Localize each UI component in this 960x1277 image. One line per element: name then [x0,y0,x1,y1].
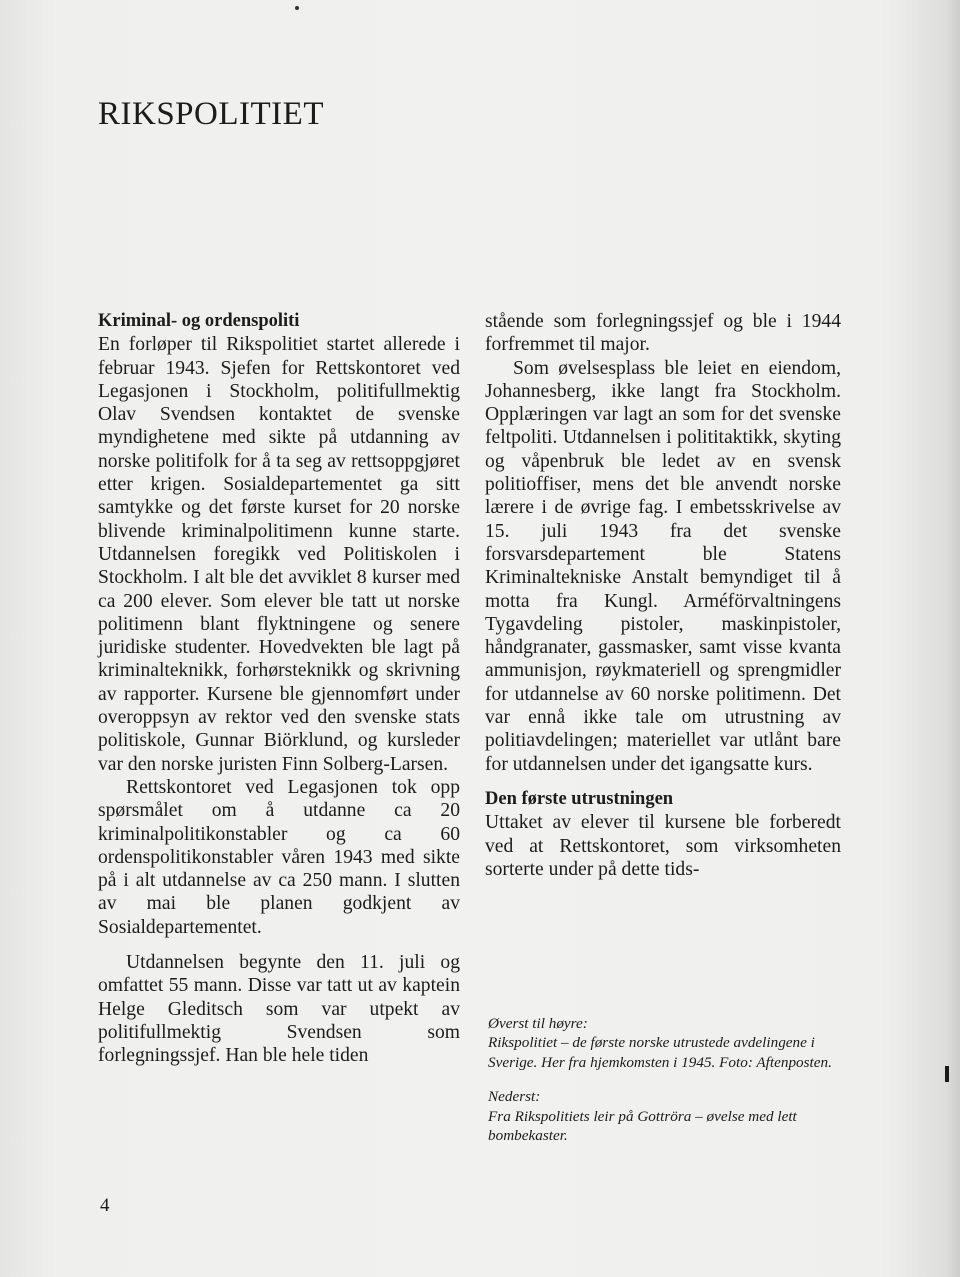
page-number: 4 [100,1195,110,1216]
caption-top-text: Rikspolitiet – de første norske utrustede avdelingene i Sverige. Her fra hjemkomsten i 1945. Foto: Aftenposten. [488,1034,832,1071]
left-text-column [98,310,460,1068]
paragraph-rettskontoret: Rettskontoret ved Legasjonen tok opp spørsmålet om å utdanne ca 20 kriminalpolitikonstabler og ca 60 ordenspolitikonstabler våren 1943 med sikte på i alt utdannelse av ca 250 mann. I slutten av mai ble planen godkjent av Sosialdepartementet. [98,776,460,938]
paragraph-forloper: En forløper til Rikspolitiet startet allerede i februar 1943. Sjefen for Rettskontoret ved Legasjonen i Stockholm, politifullmektig Olav Svendsen kontaktet de svenske myndighetene med sikte på utdanning av norske politifolk for å ta seg av rettsoppgjøret etter krigen. Sosialdepartementet ga sitt samtykke og det første kurset for 20 norske blivende kriminalpolitimenn kunne starte. Utdannelsen foregikk ved Politiskolen i Stockholm. I alt ble det avviklet 8 kurser med ca 200 elever. Som elever ble tatt ut norske politimenn blant flyktningene og senere juridiske studenter. Hovedvekten ble lagt på kriminalteknikk, forhørsteknikk og skrivning av rapporter. Kursene ble gjennomført under overoppsyn av rektor ved den svenske stats politiskole, Gunnar Biörklund, og kursleder var den norske juristen Finn Solberg-Larsen. [98,334,460,775]
caption-bottom-text: Fra Rikspolitiets leir på Gottröra – øvelse med lett bombekaster. [488,1107,797,1145]
section-heading-kriminal: Kriminal- og ordenspoliti [98,311,300,331]
photo-captions [488,1014,840,1145]
paragraph-utdannelsen: Utdannelsen begynte den 11. juli og omfattet 55 mann. Disse var tatt ut av kaptein Helge Gleditsch som var utpekt av politifullmektig Svendsen som forlegningssjef. Han ble hele tiden [98,952,460,1067]
paragraph-ovelsesplass: Som øvelsesplass ble leiet en eiendom, Johannesberg, ikke langt fra Stockholm. Opplæringen var lagt an som for det svenske feltpoliti. Utdannelsen i polititaktikk, skyting og våpenbruk ble ledet av en svensk politioffiser, mens det ble anvendt norske lærere i de øvrige fag. I embetsskrivelse av 15. juli 1943 fra det svenske forsvarsdepartement ble Statens Kriminaltekniske Anstalt bemyndiget til å motta fra Kungl. Arméförvaltningens Tygavdeling pistoler, maskinpistoler, håndgranater, gassmasker, samt visse kvanta ammunisjon, røykmateriell og sprengmidler for utdannelse av 60 norske politimenn. Det var ennå ikke tale om utrustning av politiavdelingen; materiellet var utlånt bare for utdannelsen under det igangsatte kurs. [485,357,841,775]
right-text-column [485,310,841,881]
caption-bottom-label: Nederst: [488,1088,541,1106]
paragraph-staende: stående som forlegningssjef og ble i 1944 forfremmet til major. [485,311,841,356]
caption-top-label: Øverst til høyre: [488,1015,588,1032]
page-edge-shadow [946,0,960,1277]
page-title: RIKSPOLITIET [98,96,324,133]
section-heading-utrustningen: Den første utrustningen [485,788,674,809]
paragraph-uttaket: Uttaket av elever til kursene ble forberedt ved at Rettskontoret, som virksomheten sorterte under på dette tids- [485,812,841,880]
print-speck [295,6,299,10]
